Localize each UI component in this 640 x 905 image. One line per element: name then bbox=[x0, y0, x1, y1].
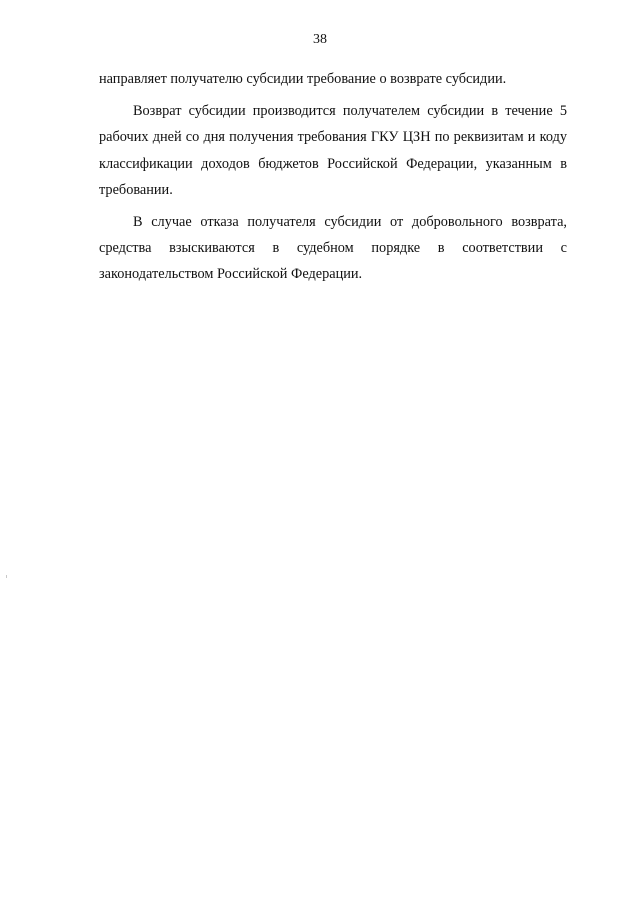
document-body bbox=[99, 66, 567, 288]
paragraph-refund-refusal: В случае отказа получателя субсидии от добровольного возврата, средства взыскиваются в судебном порядке в соответствии с законодательством Российской Федерации. bbox=[99, 214, 567, 283]
paragraph-continuation: направляет получателю субсидии требование о возврате субсидии. bbox=[99, 71, 507, 87]
page-number: 38 bbox=[313, 32, 327, 47]
paragraph-refund-procedure: Возврат субсидии производится получателем субсидии в течение 5 рабочих дней со дня получения требования ГКУ ЦЗН по реквизитам и коду классификации доходов бюджетов Российской Федерации, указанным в требовании. bbox=[99, 103, 567, 198]
scan-artifact-mark bbox=[6, 575, 7, 578]
